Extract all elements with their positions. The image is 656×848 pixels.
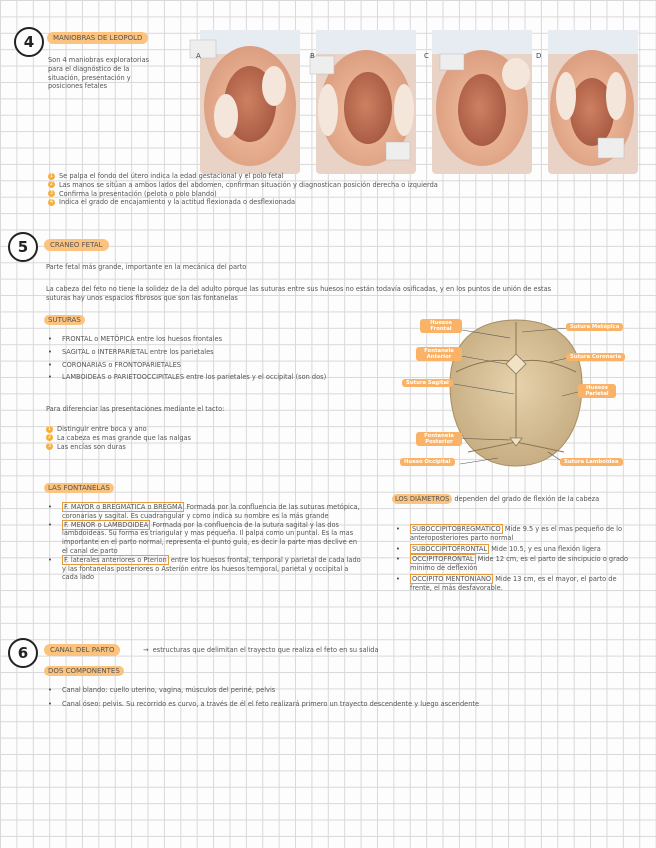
diametros-list (392, 525, 638, 593)
label-sutura-lamboidea: Sutura Lamboidea (560, 458, 623, 466)
label-fontanela-anterior: Fontanela Anterior (416, 347, 462, 361)
section-number-4: 4 (14, 27, 44, 57)
list-item: • Canal óseo: pelvis. Su recorrido es curvo, a través de él el feto realizará primero un trayecto descendente y luego ascendente (44, 700, 604, 709)
intro-text: Son 4 maniobras exploratorias para el diagnóstico de la situación, presentación y posiciones fetales (48, 56, 150, 91)
list-item: 3 Confirma la presentación (pelota o polo blando) (49, 189, 217, 198)
paragraph: La cabeza del feto no tiene la solidez de la del adulto porque las suturas entre sus huesos no están todavía osificadas, y en los puntos de unión de estas suturas hay unos espacios fibrosos que son las fontanelas (46, 285, 552, 302)
label-sutura-coronaria: Sutura Coronaria (566, 353, 625, 361)
arrow-icon: → (143, 646, 149, 654)
list-item: • CORONARIAS o FRONTOPARIETALES (44, 361, 394, 370)
diametros-title: LOS DIÁMETROS dependen del grado de flexión de la cabeza (392, 495, 642, 504)
section-title: MANIOBRAS DE LEOPOLD (47, 32, 148, 44)
step-number-icon: 3 (47, 443, 52, 450)
canal-desc: → estructuras que delimitan el trayecto que realiza el feto en su salida (143, 646, 379, 654)
label-sutura-sagital: Sutura Sagital (402, 379, 453, 387)
list-item: • SUBOCCIPITOFRONTAL Mide 10.5, y es una flexión ligera (392, 545, 638, 554)
list-item: 4 Indica el grado de encajamiento y la actitud flexionada o desflexionada (49, 198, 296, 207)
list-item: 1 Distinguir entre boca y ano (47, 425, 147, 433)
diferenciar-list (46, 425, 366, 451)
step-number-icon: 1 (49, 172, 54, 179)
list-item: 1 Se palpa el fondo del útero indica la edad gestacional y el polo fetal (49, 172, 284, 180)
list-item: • FRONTAL o METÓPICA entre los huesos frontales (44, 335, 394, 344)
step-number-icon: 1 (47, 425, 52, 432)
list-item: 2 Las manos se sitúan a ambos lados del abdomen, confirman situación y diagnostican posición derecha o izquierda (49, 180, 438, 189)
section-title: CRANEO FETAL (44, 239, 109, 251)
list-item: • F. laterales anteriores o Pterion entre los huesos frontal, temporal y parietal de cada lado y las fontanelas posteriores o Asterión entre los huesos temporal, parietal y occipital a cada lado (44, 556, 364, 582)
label-huesos-frontal: Huesos Frontal (420, 319, 462, 333)
panel-label-c: C (424, 52, 429, 60)
leopold-illustration (186, 26, 640, 178)
list-item: • Canal blando: cuello uterino, vagina, músculos del periné, pelvis (44, 686, 604, 695)
leopold-maneuvers-figure (186, 26, 640, 178)
label-sutura-metopica: Sutura Metópica (566, 323, 623, 331)
list-item: • SAGITAL o INTERPARIETAL entre los parietales (44, 348, 394, 357)
intro-line: Parte fetal más grande, importante en la mecánica del parto (46, 263, 247, 271)
subsection-title: DOS COMPONENTES (44, 666, 124, 676)
step-number-icon: 2 (49, 181, 54, 188)
subsection-title: SUTURAS (44, 315, 85, 325)
fontanelas-list (44, 503, 364, 582)
label-hueso-occipital: Hueso Occipital (400, 458, 455, 466)
panel-label-d: D (536, 52, 542, 60)
list-item: 3 Las encías son duras (47, 442, 126, 451)
leopold-steps (48, 172, 608, 207)
step-number-icon: 4 (49, 198, 54, 205)
list-item: • OCCIPITO MENTONIANO Mide 13 cm, es el mayor, el parto de frente, el más desfavorable. (392, 575, 638, 593)
list-item: • OCCIPITOFRONTAL Mide 12 cm, es el parto de sincipucio o grado mínimo de deflexión (392, 555, 638, 573)
componentes-list (44, 686, 604, 709)
label-fontanela-posterior: Fontanela Posterior (416, 432, 462, 446)
section-number-6: 6 (8, 638, 38, 668)
subsection-title: LAS FONTANELAS (44, 483, 114, 493)
label-huesos-parietal: Huesos Parietal (578, 384, 616, 398)
skull-diagram (398, 314, 634, 474)
step-number-icon: 3 (49, 190, 54, 197)
section-number-5: 5 (8, 232, 38, 262)
step-number-icon: 2 (47, 434, 52, 441)
list-item: 2 La cabeza es mas grande que las nalgas (47, 433, 191, 442)
section-title: CANAL DEL PARTO (44, 644, 120, 656)
list-item: • LAMBOIDEAS o PARIETOOCCIPITALES entre los parietales y el occipital (son dos) (44, 373, 394, 382)
list-item: • SUBOCCIPITOBREGMATICO Mide 9.5 y es el mas pequeño de lo anteroposteriores parto normal (392, 525, 638, 543)
diferenciar-title: Para diferenciar las presentaciones mediante el tacto: (46, 405, 225, 413)
list-item: • F. MAYOR o BREGMÁTICA o BREGMA Formada por la confluencia de las suturas metópica, coronarias y sagital. Es cuadrangular y como indica su nombre es la más grande (44, 503, 364, 521)
panel-label-b: B (310, 52, 315, 60)
list-item: • F. MENOR o LAMBDOIDEA Formada por la confluencia de la sutura sagital y las dos lambdoideas. Su forma es triangular y mas pequeña. Il palpa como un puntal. Es la mas importante en el parto normal, representa el punto guía, es decir la parte mas declive en el canal de parto (44, 521, 364, 556)
suturas-list (44, 335, 394, 382)
panel-label-a: A (196, 52, 201, 60)
